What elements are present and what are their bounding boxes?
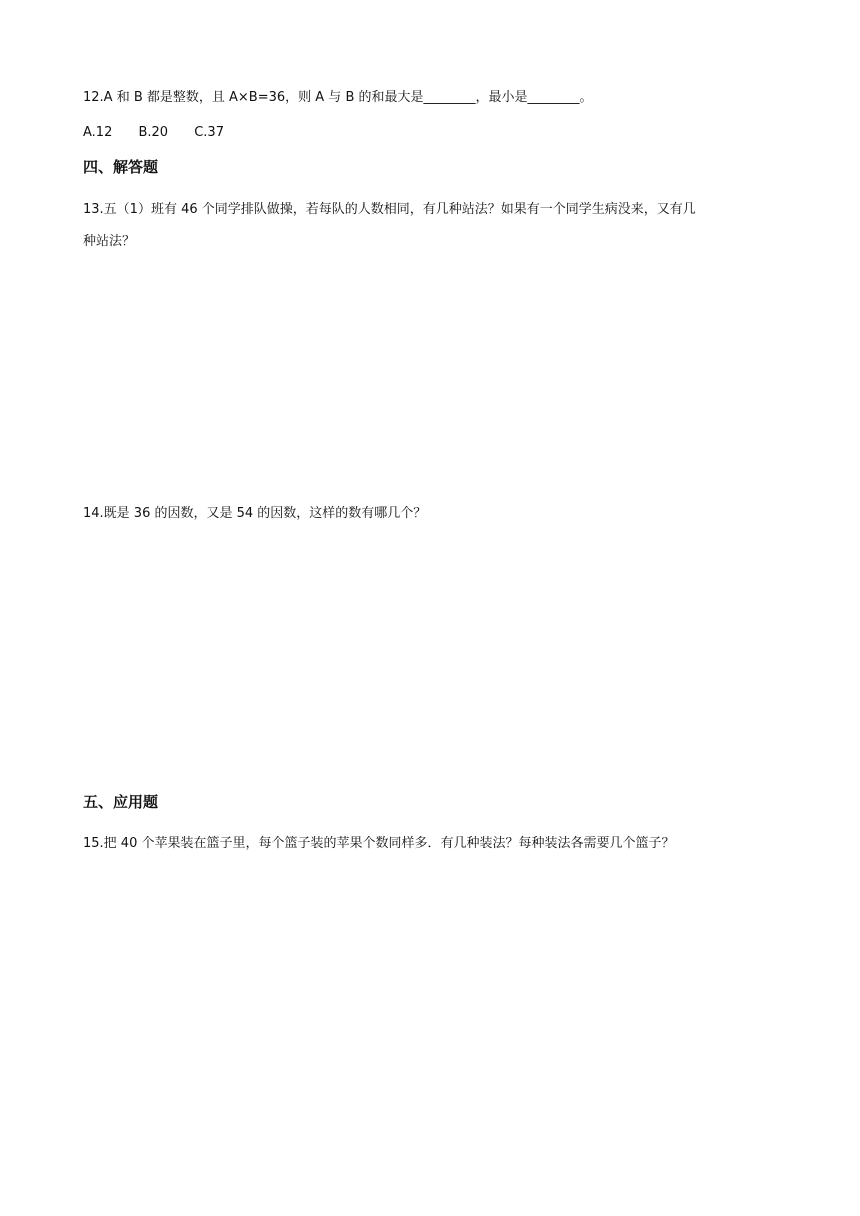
section-4-heading: 四、解答题: [83, 158, 159, 176]
option-a: A.12: [83, 125, 113, 140]
question-12-text: 12.A 和 B 都是整数，且 A×B=36，则 A 与 B 的和最大是________，最小是________。: [83, 90, 593, 105]
question-13-line-1: 13.五（1）班有 46 个同学排队做操，若每队的人数相同，有几种站法？如果有一个同学生病没来，又有几: [83, 202, 696, 217]
option-c: C.37: [194, 125, 224, 140]
section-5-heading: 五、应用题: [83, 793, 159, 811]
question-13-line-2: 种站法？: [83, 234, 136, 249]
question-14-text: 14.既是 36 的因数，又是 54 的因数，这样的数有哪几个？: [83, 506, 427, 521]
question-15-text: 15.把 40 个苹果装在篮子里，每个篮子装的苹果个数同样多．有几种装法？每种装法各需要几个篮子？: [83, 836, 675, 851]
option-b: B.20: [138, 125, 169, 140]
question-12-options: [83, 124, 246, 142]
